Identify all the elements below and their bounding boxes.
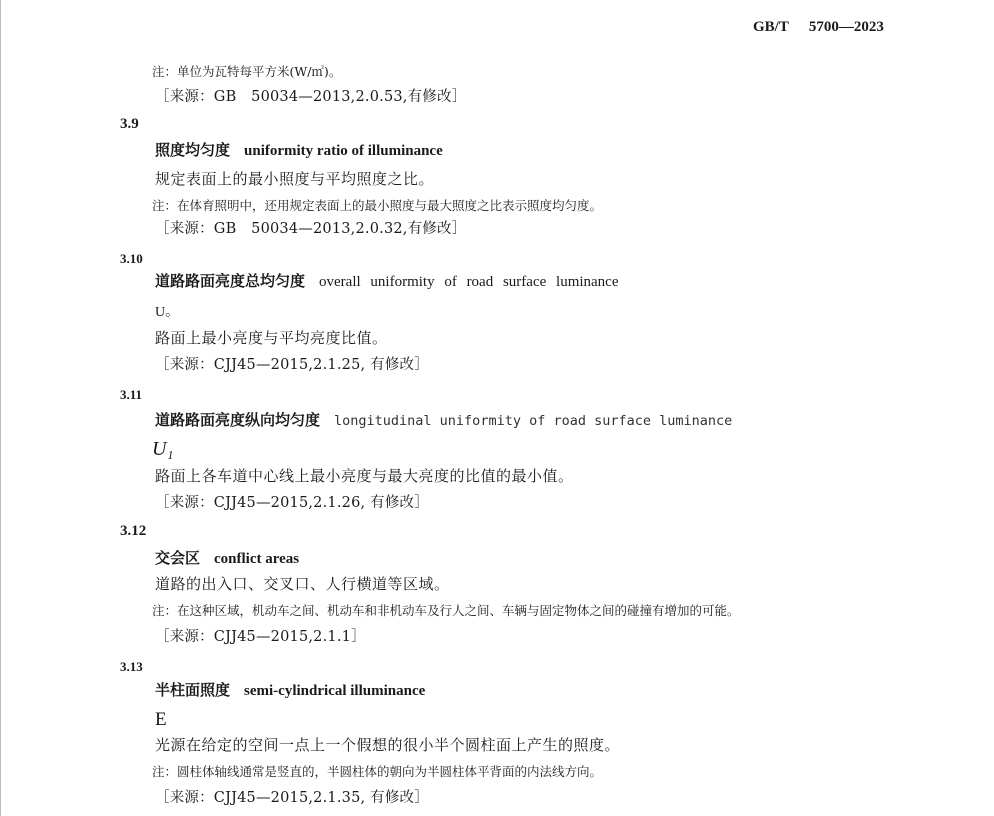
- clause-number-3-10: 3.10: [120, 251, 143, 266]
- symbol-3-13: E: [155, 709, 167, 730]
- source-3-13: ［来源：CJJ45—2015,2.1.35, 有修改］: [155, 790, 429, 806]
- source-3-11: ［来源：CJJ45—2015,2.1.26, 有修改］: [155, 495, 429, 511]
- term-en: longitudinal uniformity of road surface luminance: [334, 413, 733, 429]
- note-3-13: 注：圆柱体轴线通常是竖直的，半圆柱体的朝向为半圆柱体平背面的内法线方向。: [152, 764, 603, 779]
- term-zh: 道路路面亮度总均匀度: [155, 272, 306, 290]
- term-zh: 交会区: [155, 549, 201, 567]
- term-en: uniformity ratio of illuminance: [244, 143, 443, 159]
- definition-3-9: 规定表面上的最小照度与平均照度之比。: [155, 170, 435, 188]
- note-3-9: 注：在体育照明中，还用规定表面上的最小照度与最大照度之比表示照度均匀度。: [152, 198, 603, 213]
- clause-number-3-9: 3.9: [120, 116, 139, 132]
- term-en: conflict areas: [214, 551, 300, 567]
- term-en: overall uniformity of road surface luminance: [319, 274, 619, 290]
- term-3-12: [155, 551, 299, 567]
- top-source: ［来源：GB 50034—2013,2.0.53,有修改］: [155, 89, 467, 105]
- term-zh: 道路路面亮度纵向均匀度: [155, 411, 321, 429]
- source-3-9: ［来源：GB 50034—2013,2.0.32,有修改］: [155, 221, 467, 237]
- term-zh: 照度均匀度: [155, 141, 231, 159]
- symbol-3-11: U₁: [152, 438, 174, 460]
- term-3-10: [155, 274, 619, 290]
- standard-code: GB/T: [753, 19, 789, 35]
- clause-number-3-13: 3.13: [120, 659, 143, 674]
- definition-3-11: 路面上各车道中心线上最小亮度与最大亮度的比值的最小值。: [155, 467, 574, 485]
- term-3-13: [155, 683, 425, 699]
- term-en: semi-cylindrical illuminance: [244, 683, 426, 699]
- term-3-9: [155, 143, 443, 159]
- definition-3-10: 路面上最小亮度与平均亮度比值。: [155, 329, 388, 347]
- note-3-12: 注：在这种区域，机动车之间、机动车和非机动车及行人之间、车辆与固定物体之间的碰撞有增加的可能。: [152, 603, 740, 618]
- source-3-12: ［来源：CJJ45—2015,2.1.1］: [155, 629, 366, 645]
- source-3-10: ［来源：CJJ45—2015,2.1.25, 有修改］: [155, 357, 429, 373]
- standard-number: 5700—2023: [808, 19, 884, 35]
- definition-3-13: 光源在给定的空间一点上一个假想的很小半个圆柱面上产生的照度。: [155, 736, 621, 754]
- term-zh: 半柱面照度: [155, 681, 231, 699]
- top-note: 注：单位为瓦特每平方米(W/㎡)。: [152, 64, 342, 79]
- page-edge: [0, 0, 1, 816]
- page-header: [753, 20, 884, 35]
- definition-3-12: 道路的出入口、交叉口、人行横道等区域。: [155, 575, 450, 593]
- clause-number-3-11: 3.11: [120, 387, 143, 402]
- clause-number-3-12: 3.12: [120, 523, 147, 539]
- term-3-11: [155, 413, 732, 429]
- symbol-3-10: U。: [155, 305, 180, 320]
